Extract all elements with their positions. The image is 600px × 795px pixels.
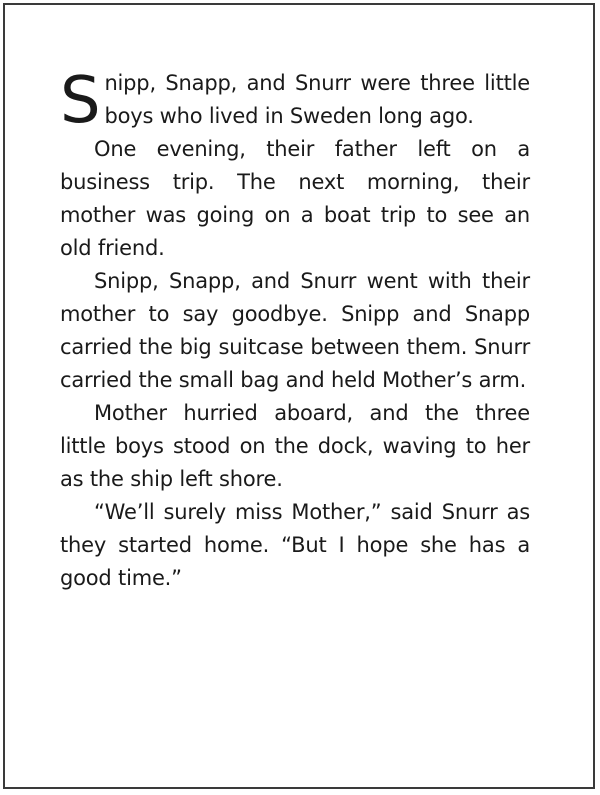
paragraph-5: “We’ll surely miss Mother,” said Snurr as they started home. “But I hope she has a good time.” [60, 500, 530, 590]
paragraph-2: One evening, their father left on a business trip. The next morning, their mother was going on a boat trip to see an old friend. [60, 137, 530, 260]
drop-cap: S [60, 64, 101, 138]
page-frame [3, 3, 595, 789]
paragraph-3: Snipp, Snapp, and Snurr went with their mother to say goodbye. Snipp and Snapp carried the big suitcase between them. Snurr carried the small bag and held Mother’s arm. [60, 269, 530, 392]
paragraph-4: Mother hurried aboard, and the three little boys stood on the dock, waving to her as the ship left shore. [60, 401, 530, 491]
paragraph-1-text: nipp, Snapp, and Snurr were three little boys who lived in Sweden long ago. [104, 71, 530, 128]
paragraph-1 [60, 64, 530, 138]
story-text [60, 64, 530, 595]
